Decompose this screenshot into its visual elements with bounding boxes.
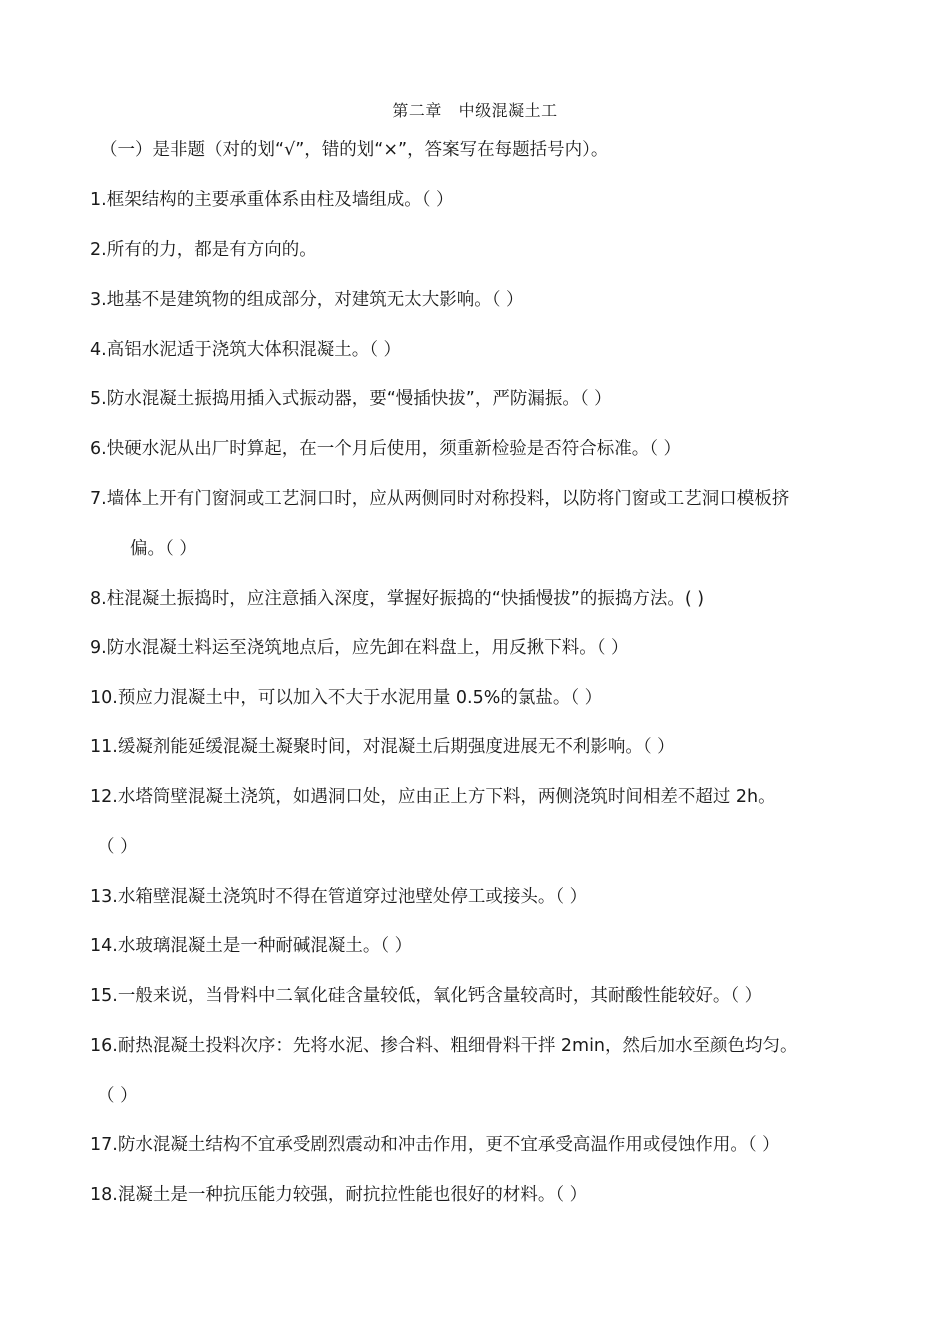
question-13: 13.水箱壁混凝土浇筑时不得在管道穿过池壁处停工或接头。（ ） [90, 887, 588, 907]
question-12: 12.水塔筒壁混凝土浇筑，如遇洞口处，应由正上方下料，两侧浇筑时间相差不超过 2h。 [90, 787, 776, 807]
section-heading: （一）是非题（对的划“√”，错的划“×”，答案写在每题括号内）。 [100, 140, 609, 160]
question-4: 4.高铝水泥适于浇筑大体积混凝土。（ ） [90, 340, 402, 360]
question-3: 3.地基不是建筑物的组成部分，对建筑无太大影响。（ ） [90, 290, 524, 310]
question-6: 6.快硬水泥从出厂时算起，在一个月后使用，须重新检验是否符合标准。（ ） [90, 439, 682, 459]
chapter-title: 第二章 中级混凝土工 [392, 101, 558, 120]
question-2: 2.所有的力，都是有方向的。 [90, 240, 317, 260]
question-15: 15.一般来说，当骨料中二氧化硅含量较低，氧化钙含量较高时，其耐酸性能较好。（ ） [90, 986, 763, 1006]
question-18: 18.混凝土是一种抗压能力较强，耐抗拉性能也很好的材料。（ ） [90, 1185, 588, 1205]
question-9: 9.防水混凝土料运至浇筑地点后，应先卸在料盘上，用反揪下料。（ ） [90, 638, 629, 658]
question-14: 14.水玻璃混凝土是一种耐碱混凝土。（ ） [90, 936, 413, 956]
question-16: 16.耐热混凝土投料次序：先将水泥、掺合料、粗细骨料干拌 2min，然后加水至颜色均匀。 [90, 1036, 798, 1056]
question-11: 11.缓凝剂能延缓混凝土凝聚时间，对混凝土后期强度进展无不利影响。（ ） [90, 737, 675, 757]
question-7: 7.墙体上开有门窗洞或工艺洞口时，应从两侧同时对称投料，以防将门窗或工艺洞口模板挤 [90, 489, 790, 509]
question-5: 5.防水混凝土振捣用插入式振动器，要“慢插快拔”，严防漏振。（ ） [90, 389, 612, 409]
question-1: 1.框架结构的主要承重体系由柱及墙组成。（ ） [90, 190, 454, 210]
question-7-continuation: 偏。（ ） [130, 539, 197, 559]
question-10: 10.预应力混凝土中，可以加入不大于水泥用量 0.5%的氯盐。（ ） [90, 688, 603, 708]
question-8: 8.柱混凝土振捣时，应注意插入深度，掌握好振捣的“快插慢拔”的振捣方法。( ) [90, 589, 705, 609]
question-12-continuation: （ ） [97, 837, 138, 857]
question-17: 17.防水混凝土结构不宜承受剧烈震动和冲击作用，更不宜承受高温作用或侵蚀作用。（ ） [90, 1135, 780, 1155]
question-16-continuation: （ ） [97, 1086, 138, 1106]
